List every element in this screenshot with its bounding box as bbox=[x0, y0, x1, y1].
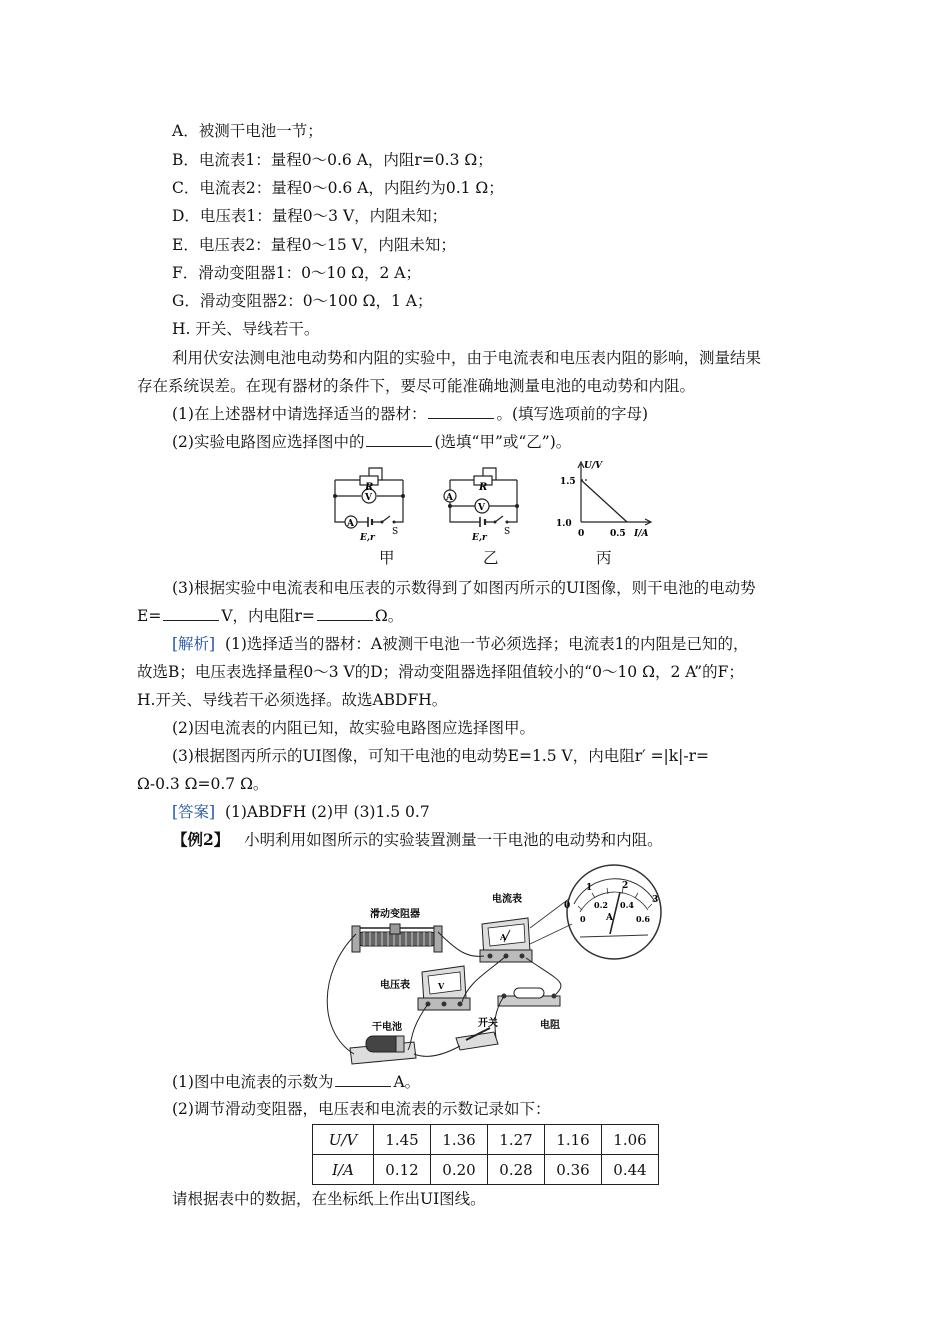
y-tick-top: 1.5 bbox=[560, 477, 576, 487]
dial-top-2: 2 bbox=[622, 881, 629, 891]
example-2-line bbox=[172, 830, 852, 850]
answer-tag: [答案] bbox=[172, 803, 216, 821]
magnified-ammeter-dial bbox=[564, 865, 661, 959]
dial-top-0: 0 bbox=[564, 901, 571, 911]
intro-line-1: 利用伏安法测电池电动势和内阻的实验中，由于电流表和电压表内阻的影响，测量结果 bbox=[172, 349, 762, 367]
ammeter-label: A bbox=[347, 519, 354, 529]
voltmeter-face-label: V bbox=[438, 981, 445, 991]
analysis-text: (1)选择适当的器材：A被测干电池一节必须选择；电流表1的内阻是已知的， bbox=[224, 635, 749, 653]
analysis-line-1 bbox=[172, 634, 852, 654]
answer-blank bbox=[163, 606, 219, 621]
ui-graph-bing bbox=[552, 456, 667, 546]
intro-line-2: 存在系统误差。在现有器材的条件下，要尽可能准确地测量电池的电动势和内阻。 bbox=[137, 377, 696, 395]
question-4-unit: A。 bbox=[393, 1073, 421, 1091]
resistance-label: V，内电阻r= bbox=[221, 607, 315, 625]
final-instruction: 请根据表中的数据，在坐标纸上作出UI图线。 bbox=[172, 1190, 486, 1208]
battery-label: E,r bbox=[360, 533, 375, 543]
table-cell: 1.45 bbox=[374, 1125, 431, 1155]
question-2-text: (2)实验电路图应选择图中的 bbox=[172, 433, 365, 451]
table-cell: 0.12 bbox=[374, 1155, 431, 1185]
voltmeter-label: V bbox=[365, 493, 372, 503]
item-g: G．滑动变阻器2：0～100 Ω，1 A； bbox=[172, 292, 433, 310]
x-tick-origin: 0 bbox=[578, 529, 585, 539]
dial-top-1: 1 bbox=[586, 883, 593, 893]
table-cell: 0.44 bbox=[602, 1155, 659, 1185]
table-cell: 0.28 bbox=[488, 1155, 545, 1185]
rheostat-device bbox=[352, 924, 442, 952]
resistor-label: R bbox=[479, 482, 488, 493]
voltmeter-caption: 电压表 bbox=[380, 980, 410, 991]
emf-label: E= bbox=[137, 607, 162, 625]
dial-unit-label: A bbox=[606, 913, 613, 923]
item-c: C．电流表2：量程0～0.6 A，内阻约为0.1 Ω； bbox=[172, 179, 504, 197]
table-cell: 0.20 bbox=[431, 1155, 488, 1185]
question-4 bbox=[172, 1072, 852, 1092]
battery-label: E,r bbox=[472, 533, 487, 543]
switch-label: S bbox=[392, 527, 399, 537]
switch-caption: 开关 bbox=[478, 1018, 498, 1029]
circuit-diagram-yi bbox=[440, 460, 525, 544]
table-header: I/A bbox=[313, 1155, 374, 1185]
ammeter-label: A bbox=[446, 493, 453, 503]
rheostat-caption: 滑动变阻器 bbox=[370, 909, 420, 920]
item-h: H. 开关、导线若干。 bbox=[172, 320, 320, 338]
table-row bbox=[313, 1125, 659, 1155]
table-cell: 1.36 bbox=[431, 1125, 488, 1155]
answer-line bbox=[172, 802, 852, 822]
question-1-text: (1)在上述器材中请选择适当的器材： bbox=[172, 405, 427, 423]
caption-bing: 丙 bbox=[596, 549, 612, 567]
question-1 bbox=[172, 404, 852, 424]
y-axis-label: U/V bbox=[584, 461, 603, 471]
ui-line bbox=[581, 480, 627, 522]
answer-blank bbox=[317, 606, 373, 621]
switch-device bbox=[456, 1028, 498, 1050]
caption-yi: 乙 bbox=[483, 549, 499, 567]
analysis-line-5: (3)根据图丙所示的UI图像，可知干电池的电动势E=1.5 V，内电阻r′ =|k|-r= bbox=[172, 747, 710, 765]
resistor-caption: 电阻 bbox=[540, 1020, 560, 1031]
analysis-line-4: (2)因电流表的内阻已知，故实验电路图应选择图甲。 bbox=[172, 719, 535, 737]
table-header: U/V bbox=[313, 1125, 374, 1155]
dial-top-3: 3 bbox=[652, 895, 659, 905]
question-1-hint: 。(填写选项前的字母) bbox=[496, 405, 649, 423]
voltmeter-label: V bbox=[478, 503, 485, 513]
table-cell: 1.27 bbox=[488, 1125, 545, 1155]
item-e: E．电压表2：量程0～15 V，内阻未知； bbox=[172, 236, 456, 254]
item-a: A．被测干电池一节； bbox=[172, 122, 323, 140]
item-d: D．电压表1：量程0～3 V，内阻未知； bbox=[172, 207, 448, 225]
analysis-line-2: 故选B；电压表选择量程0～3 V的D；滑动变阻器选择阻值较小的“0～10 Ω，2 A”的F； bbox=[137, 663, 744, 681]
y-tick-bottom: 1.0 bbox=[556, 519, 572, 529]
resistor-label: R bbox=[365, 482, 374, 493]
answer-text: (1)ABDFH (2)甲 (3)1.5 0.7 bbox=[224, 803, 430, 821]
circuit-diagram-jia bbox=[330, 460, 410, 544]
question-3-line-1: (3)根据实验中电流表和电压表的示数得到了如图丙所示的UI图像，则干电池的电动势 bbox=[172, 579, 756, 597]
analysis-line-3: H.开关、导线若干必须选择。故选ABDFH。 bbox=[137, 691, 448, 709]
table-cell: 1.06 bbox=[602, 1125, 659, 1155]
ohm-unit: Ω。 bbox=[374, 607, 404, 625]
x-axis-label: I/A bbox=[634, 529, 649, 539]
x-tick-end: 0.5 bbox=[610, 529, 626, 539]
item-b: B．电流表1：量程0～0.6 A，内阻r=0.3 Ω； bbox=[172, 151, 493, 169]
voltmeter-device bbox=[418, 966, 470, 1010]
question-3-line-2 bbox=[137, 606, 817, 626]
answer-blank bbox=[366, 432, 432, 447]
dial-bottom-3: 0.6 bbox=[636, 914, 650, 924]
battery-device bbox=[350, 1036, 416, 1064]
ammeter-face-label: A bbox=[500, 932, 507, 942]
question-5: (2)调节滑动变阻器，电压表和电流表的示数记录如下： bbox=[172, 1100, 551, 1118]
switch-label: S bbox=[504, 527, 511, 537]
question-2 bbox=[172, 432, 852, 452]
battery-caption: 干电池 bbox=[372, 1022, 402, 1033]
item-f: F．滑动变阻器1：0～10 Ω，2 A； bbox=[172, 264, 421, 282]
answer-blank bbox=[428, 404, 494, 419]
example-2-text: 小明利用如图所示的实验装置测量一干电池的电动势和内阻。 bbox=[244, 831, 663, 849]
dial-bottom-1: 0.2 bbox=[594, 900, 608, 910]
analysis-line-6: Ω-0.3 Ω=0.7 Ω。 bbox=[137, 775, 269, 793]
ammeter-caption: 电流表 bbox=[492, 894, 522, 905]
resistor-device bbox=[498, 988, 560, 1006]
example-2-tag: 【例2】 bbox=[172, 830, 230, 849]
table-row bbox=[313, 1155, 659, 1185]
dial-bottom-2: 0.4 bbox=[620, 900, 634, 910]
data-table bbox=[312, 1124, 659, 1185]
answer-blank bbox=[335, 1072, 391, 1087]
table-cell: 0.36 bbox=[545, 1155, 602, 1185]
question-4-text: (1)图中电流表的示数为 bbox=[172, 1073, 334, 1091]
caption-jia: 甲 bbox=[379, 549, 395, 567]
dial-bottom-0: 0 bbox=[580, 914, 586, 924]
question-2-hint: (选填“甲”或“乙”)。 bbox=[434, 433, 572, 451]
ammeter-device bbox=[480, 918, 532, 962]
table-cell: 1.16 bbox=[545, 1125, 602, 1155]
apparatus-illustration bbox=[318, 862, 678, 1070]
analysis-tag: [解析] bbox=[172, 635, 216, 653]
